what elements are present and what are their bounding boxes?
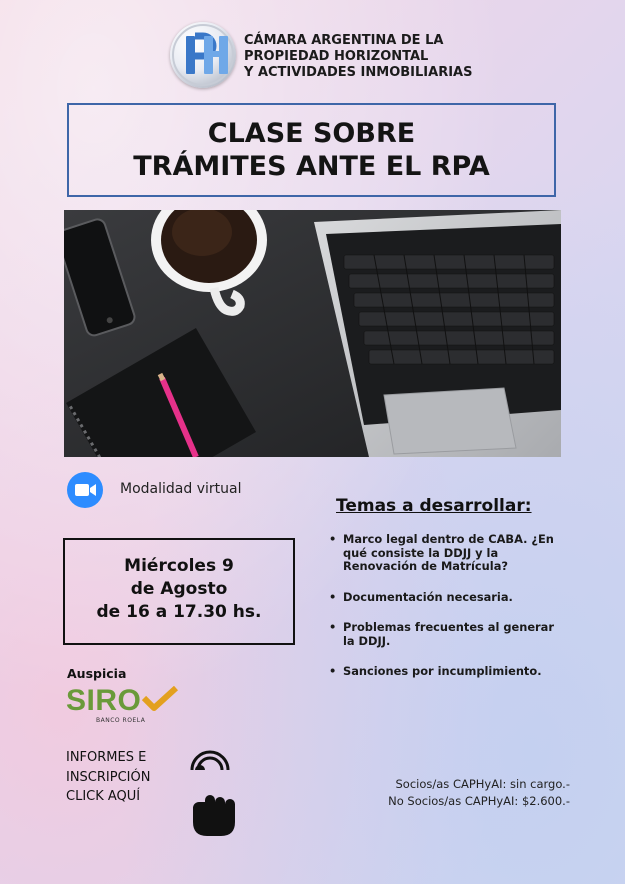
list-item: • Problemas frecuentes al generar la DDJJ. — [327, 621, 567, 648]
org-line-1: CÁMARA ARGENTINA DE LA — [244, 33, 444, 48]
event-title-line-2: TRÁMITES ANTE EL RPA — [133, 151, 490, 182]
topics-list — [327, 533, 567, 696]
price-non-members: No Socios/as CAPHyAI: $2.600.- — [388, 794, 570, 808]
laptop-desk-photo — [64, 210, 561, 457]
zoom-video-icon — [67, 472, 103, 508]
list-item: • Marco legal dentro de CABA. ¿En qué consiste la DDJJ y la Renovación de Matrícula? — [327, 533, 567, 574]
info-line-3: CLICK AQUÍ — [66, 789, 141, 804]
registration-link[interactable] — [66, 748, 150, 807]
org-line-3: Y ACTIVIDADES INMOBILIARIAS — [244, 65, 473, 80]
event-title-box — [67, 103, 556, 197]
price-members: Socios/as CAPHyAI: sin cargo.- — [395, 777, 570, 791]
info-line-1: INFORMES E — [66, 750, 147, 765]
schedule-day: Miércoles 9 — [124, 556, 234, 576]
schedule-month: de Agosto — [130, 579, 228, 599]
siro-subtitle: BANCO ROELA — [96, 717, 146, 724]
list-item: • Documentación necesaria. — [327, 591, 567, 605]
sponsor-label: Auspicia — [67, 666, 127, 681]
info-line-2: INSCRIPCIÓN — [66, 769, 151, 785]
modality-label: Modalidad virtual — [120, 481, 242, 497]
caphyai-logo — [170, 22, 236, 88]
organization-name — [244, 33, 474, 81]
list-item: • Sanciones por incumplimiento. — [327, 665, 567, 679]
org-line-2: PROPIEDAD HORIZONTAL — [244, 49, 429, 64]
topics-title: Temas a desarrollar: — [336, 496, 532, 516]
event-title-line-1: CLASE SOBRE — [207, 118, 416, 149]
click-hand-icon[interactable] — [178, 740, 242, 840]
check-mark-icon — [142, 686, 178, 712]
schedule-time: de 16 a 17.30 hs. — [96, 602, 262, 622]
schedule-box — [63, 538, 295, 645]
siro-logo: SIRO — [66, 684, 142, 717]
prices — [350, 776, 570, 810]
